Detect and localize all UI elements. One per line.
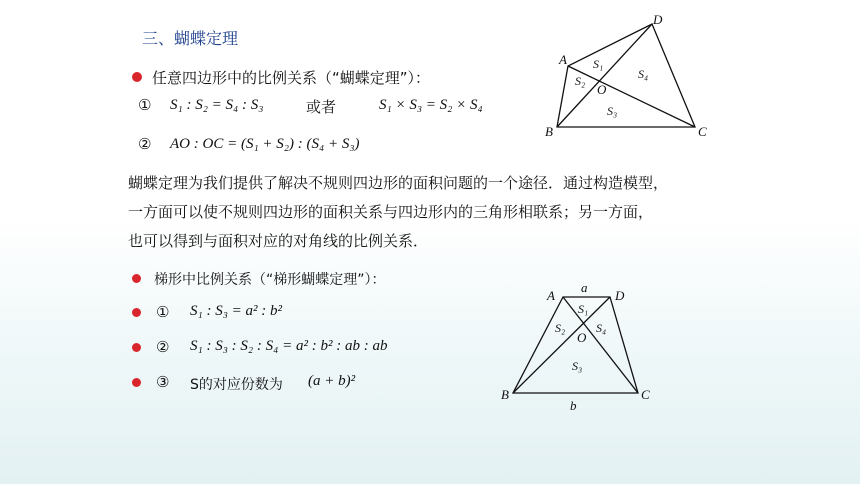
part2-item1-formula: S₁ : S₃ = a² : b² [190, 303, 283, 319]
paragraph-line-2: 一方面可以使不规则四边形的面积关系与四边形内的三角形相联系；另一方面， [128, 203, 654, 221]
label-s1: S₁ [593, 57, 604, 71]
label-s3: S₃ [607, 104, 618, 118]
bullet-icon [132, 343, 141, 352]
part2-item3-text: S的对应份数为 [190, 377, 283, 393]
label-a-side: a [581, 280, 588, 295]
label-s4: S₄ [596, 321, 607, 335]
paragraph-line-3: 也可以得到与面积对应的对角线的比例关系． [128, 232, 429, 250]
diagonal-bd [513, 297, 610, 393]
label-s3: S₃ [572, 359, 583, 373]
trapezoid-diagram [495, 280, 665, 415]
section-title: 三、蝴蝶定理 [142, 29, 239, 48]
label-b: B [501, 387, 509, 402]
part1-item2-number: ② [138, 135, 152, 153]
label-s1: S₁ [578, 302, 589, 316]
diagonal-ac [563, 297, 638, 393]
part1-item1-formula-a: S₁ : S₂ = S₄ : S₃ [170, 97, 264, 113]
part2-item2-formula: S₁ : S₃ : S₂ : S₄ = a² : b² : ab : ab [190, 338, 388, 354]
label-d: D [615, 288, 625, 303]
part2-item3-formula: (a + b)² [308, 373, 356, 389]
label-a: A [547, 288, 555, 303]
bullet-icon [132, 72, 142, 82]
part1-item1-formula-b: S₁ × S₃ = S₂ × S₄ [379, 97, 483, 113]
label-s2: S₂ [575, 74, 586, 88]
quadrilateral-diagram [535, 10, 715, 140]
part1-heading: 任意四边形中的比例关系（“蝴蝶定理”）： [152, 69, 431, 87]
bullet-icon [132, 308, 141, 317]
bullet-icon [132, 274, 141, 283]
part1-item1-or: 或者 [306, 98, 337, 116]
trapezoid-outline [513, 297, 638, 393]
part2-item3-number: ③ [156, 373, 170, 391]
label-c: C [698, 124, 707, 139]
label-s4: S₄ [638, 67, 649, 81]
diagonal-ac [568, 66, 695, 127]
label-o: O [577, 330, 587, 345]
part1-item1-number: ① [138, 96, 152, 114]
part1-item2-formula: AO : OC = (S₁ + S₂) : (S₄ + S₃) [170, 136, 360, 152]
paragraph-line-1: 蝴蝶定理为我们提供了解决不规则四边形的面积问题的一个途径．通过构造模型， [128, 174, 669, 192]
label-b-side: b [570, 398, 577, 413]
label-b: B [545, 124, 553, 139]
part2-item1-number: ① [156, 303, 170, 321]
label-o: O [597, 82, 607, 97]
label-s2: S₂ [555, 321, 566, 335]
label-c: C [641, 387, 650, 402]
bullet-icon [132, 378, 141, 387]
label-a: A [559, 52, 567, 67]
part2-heading: 梯形中比例关系（“梯形蝴蝶定理”）： [154, 272, 386, 288]
part2-item2-number: ② [156, 338, 170, 356]
label-d: D [653, 12, 663, 27]
